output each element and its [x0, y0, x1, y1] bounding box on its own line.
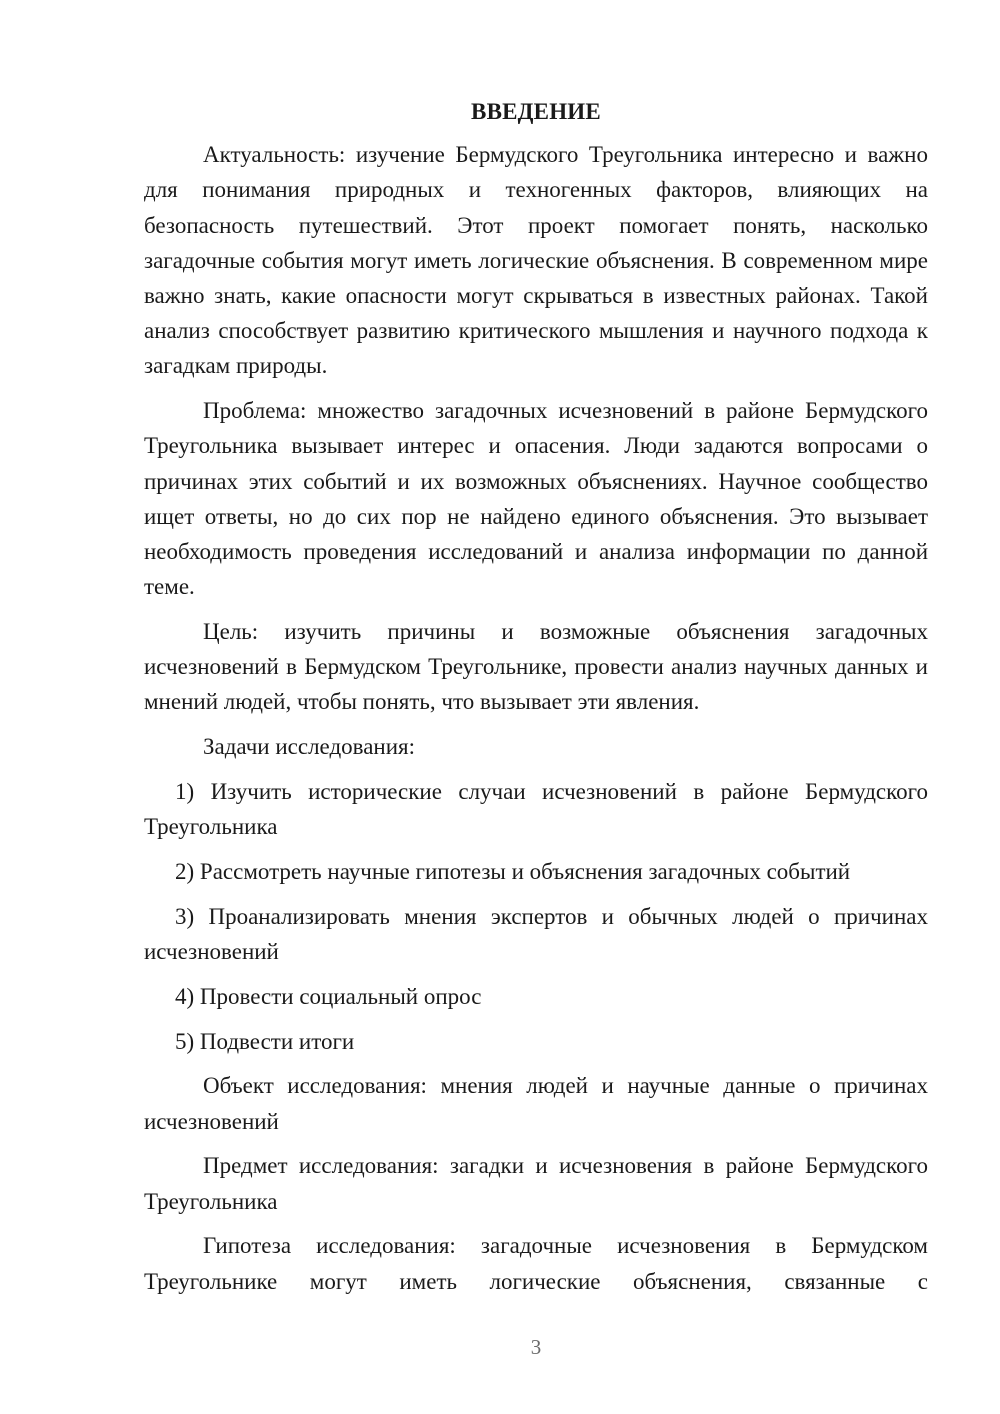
relevance-paragraph: Актуальность: изучение Бермудского Треугольника интересно и важно для понимания природных и техногенных факторов, влияющих на безопасность путешествий. Этот проект помогает понять, насколько загадочные события могут иметь логические объяснения. В современном мире важно знать, какие опасности могут скрываться в известных районах. Такой анализ способствует развитию критического мышления и научного подхода к загадкам природы. [144, 142, 928, 379]
task-item-5: 5) Подвести итоги [175, 1028, 355, 1054]
section-title: ВВЕДЕНИЕ [471, 99, 601, 124]
task-item-4: 4) Провести социальный опрос [175, 983, 482, 1009]
subject-paragraph: Предмет исследования: загадки и исчезновения в районе Бермудского Треугольника [144, 1153, 928, 1214]
goal-paragraph: Цель: изучить причины и возможные объяснения загадочных исчезновений в Бермудском Треугольнике, провести анализ научных данных и мнений людей, чтобы понять, что вызывает эти явления. [144, 619, 928, 715]
problem-paragraph: Проблема: множество загадочных исчезновений в районе Бермудского Треугольника вызывает интерес и опасения. Люди задаются вопросами о причинах этих событий и их возможных объяснениях. Научное сообщество ищет ответы, но до сих пор не найдено единого объяснения. Это вызывает необходимость проведения исследований и анализа информации по данной теме. [144, 398, 928, 600]
task-item-1: 1) Изучить исторические случаи исчезновений в районе Бермудского Треугольника [144, 779, 928, 840]
task-item-3: 3) Проанализировать мнения экспертов и обычных людей о причинах исчезновений [144, 903, 928, 965]
tasks-heading: Задачи исследования: [203, 734, 416, 760]
page-number: 3 [530, 1335, 542, 1359]
object-paragraph: Объект исследования: мнения людей и научные данные о причинах исчезновений [144, 1073, 928, 1134]
page-content [144, 94, 928, 1308]
hypothesis-paragraph: Гипотеза исследования: загадочные исчезновения в Бермудском Треугольнике могут иметь логические объяснения, связанные с [144, 1233, 928, 1294]
task-item-2: 2) Рассмотреть научные гипотезы и объяснения загадочных событий [175, 859, 851, 885]
